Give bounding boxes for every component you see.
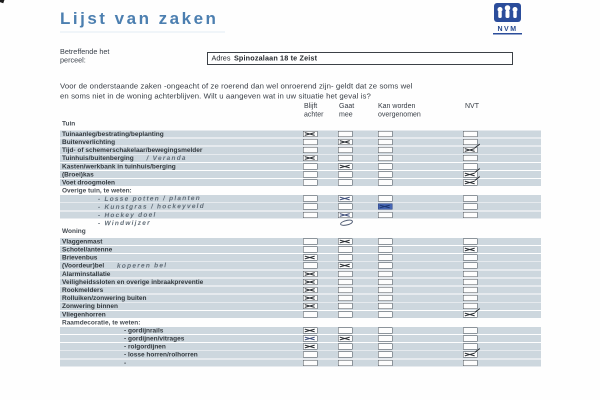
row-label-group	[98, 203, 205, 210]
checkbox-kan[interactable]	[378, 255, 393, 261]
checkbox-blijft[interactable]	[303, 263, 318, 269]
checkbox-gaat[interactable]	[338, 336, 353, 342]
checkbox-kan[interactable]	[378, 263, 393, 269]
table-row	[60, 219, 541, 226]
checkbox-nvt[interactable]	[463, 336, 478, 342]
section-row	[60, 187, 541, 194]
checkbox-nvt[interactable]	[463, 271, 478, 277]
table-row	[60, 335, 541, 342]
checkbox-kan[interactable]	[378, 327, 393, 333]
column-header-line: Blijft	[304, 101, 318, 110]
scan-artifact	[0, 0, 4, 3]
nvm-logo-underline	[493, 33, 522, 35]
checkbox-nvt[interactable]	[463, 344, 478, 350]
checkbox-blijft[interactable]	[303, 311, 318, 317]
checkbox-blijft[interactable]	[303, 139, 318, 145]
checkbox-blijft[interactable]	[303, 327, 318, 333]
column-header-kan-worden-overgenomen	[378, 102, 421, 119]
table-row	[60, 138, 541, 145]
checkbox-gaat[interactable]	[338, 131, 353, 137]
column-header-line: Kan worden	[378, 101, 416, 110]
checkbox-kan[interactable]	[378, 204, 393, 210]
checkbox-gaat[interactable]	[338, 255, 353, 261]
checkbox-blijft[interactable]	[303, 336, 318, 342]
table-row	[60, 262, 541, 269]
column-header-line: achter	[304, 109, 324, 118]
table-row	[60, 359, 541, 366]
checkbox-gaat[interactable]	[338, 327, 353, 333]
row-label: - rolgordijnen	[124, 342, 166, 351]
row-label: Alarminstallatie	[62, 269, 111, 278]
row-label: Zonwering binnen	[62, 302, 118, 310]
column-header-blijft-achter	[304, 102, 323, 119]
parcel-field-label-line1: Betreffende het	[60, 48, 110, 56]
checkbox-blijft[interactable]	[303, 247, 318, 253]
row-label: Tuinaanleg/bestrating/beplanting	[62, 129, 164, 138]
row-label-group	[62, 120, 75, 130]
row-label-group	[124, 359, 126, 366]
row-label: -	[124, 358, 127, 367]
checkbox-blijft[interactable]	[303, 279, 318, 285]
row-label: (Voordeur)bel	[62, 261, 105, 270]
row-label: Woning	[62, 227, 86, 235]
checkbox-kan[interactable]	[378, 311, 393, 317]
row-label-group	[62, 138, 115, 145]
row-label-group	[98, 211, 157, 218]
table-row	[60, 163, 541, 170]
table-row	[60, 171, 541, 178]
row-label-group	[62, 187, 132, 194]
checkbox-blijft[interactable]	[303, 171, 318, 177]
row-label: Voet droogmolen	[62, 178, 115, 186]
checkbox-blijft[interactable]	[303, 303, 318, 309]
checkbox-kan[interactable]	[378, 344, 393, 350]
checkbox-kan[interactable]	[378, 271, 393, 277]
checkbox-gaat[interactable]	[338, 287, 353, 293]
row-label-group	[62, 238, 102, 245]
address-prefix: Adres	[211, 54, 231, 63]
checkbox-gaat[interactable]	[338, 295, 353, 301]
checkbox-nvt[interactable]	[463, 279, 478, 285]
table-row	[60, 246, 541, 253]
checkbox-nvt[interactable]	[463, 295, 478, 301]
table-row	[60, 286, 541, 293]
table-row	[60, 155, 541, 162]
checkbox-kan[interactable]	[378, 238, 393, 244]
row-label-group	[62, 286, 103, 293]
row-label-group	[62, 171, 94, 178]
checkbox-blijft[interactable]	[303, 360, 318, 366]
table-row	[60, 351, 541, 358]
row-label: Tuinhuis/buitenberging	[62, 154, 134, 162]
checkbox-nvt[interactable]	[463, 247, 478, 253]
checkbox-kan[interactable]	[378, 139, 393, 145]
checkbox-kan[interactable]	[378, 179, 393, 185]
checkbox-gaat[interactable]	[338, 163, 353, 169]
checkbox-gaat[interactable]	[338, 360, 353, 366]
table-row	[60, 270, 541, 277]
checkbox-nvt[interactable]	[463, 255, 478, 261]
checkbox-blijft[interactable]	[303, 131, 318, 137]
table-row	[60, 311, 541, 318]
checkbox-gaat[interactable]	[338, 204, 353, 210]
checkbox-blijft[interactable]	[303, 295, 318, 301]
checkbox-nvt[interactable]	[463, 196, 478, 202]
row-label-group	[62, 254, 97, 261]
row-label-group	[124, 343, 166, 350]
row-label-group	[62, 278, 203, 285]
row-label: Veiligheidssloten en overige inbraakpreventie	[62, 277, 204, 286]
row-label-group	[62, 262, 167, 269]
parcel-field-label	[60, 48, 109, 65]
title-underline	[60, 32, 225, 33]
table-row	[60, 130, 541, 137]
column-header-line: Gaat	[339, 101, 355, 110]
checkbox-blijft[interactable]	[303, 196, 318, 202]
table-row	[60, 343, 541, 350]
row-label-group	[62, 295, 147, 302]
checkbox-blijft[interactable]	[303, 179, 318, 185]
row-label: Buitenverlichting	[62, 137, 116, 146]
row-label-group	[62, 246, 112, 253]
checkbox-blijft[interactable]	[303, 155, 318, 161]
checkbox-gaat[interactable]	[338, 147, 353, 153]
checkbox-gaat[interactable]	[338, 238, 353, 244]
row-label-group	[62, 163, 176, 170]
checkbox-blijft[interactable]	[303, 255, 318, 261]
row-label: - losse horren/rolhorren	[124, 350, 198, 359]
checkbox-kan[interactable]	[378, 360, 393, 366]
row-label: Kasten/werkbank in tuinhuis/berging	[62, 162, 176, 170]
row-label-group	[62, 179, 115, 186]
checkbox-nvt[interactable]	[463, 131, 478, 137]
handwritten-label: - Windwijzer	[97, 218, 151, 227]
checkbox-nvt[interactable]	[463, 360, 478, 366]
checkbox-nvt[interactable]	[463, 352, 478, 358]
checkbox-gaat[interactable]	[338, 344, 353, 350]
intro-line2: en soms niet in de woning achterblijven. Wilt u aangeven wat in uw situatie het geval is?	[60, 92, 371, 101]
row-label: Schotel/antenne	[62, 245, 113, 254]
checkbox-nvt[interactable]	[463, 212, 478, 218]
page-title: Lijst van zaken	[60, 9, 219, 28]
checkbox-gaat[interactable]	[338, 212, 353, 218]
checkbox-kan[interactable]	[378, 163, 393, 169]
row-label: - gordijnen/vitrages	[124, 334, 185, 343]
checkbox-nvt[interactable]	[463, 147, 478, 153]
intro-text	[60, 82, 550, 102]
handwritten-annotation: koperen bel	[117, 261, 168, 270]
checkbox-gaat[interactable]	[338, 303, 353, 309]
checkbox-kan[interactable]	[378, 295, 393, 301]
checkbox-gaat[interactable]	[338, 171, 353, 177]
table-row	[60, 295, 541, 302]
checkbox-kan[interactable]	[378, 279, 393, 285]
checkbox-blijft[interactable]	[303, 212, 318, 218]
checkbox-nvt[interactable]	[463, 155, 478, 161]
checkbox-nvt[interactable]	[463, 303, 478, 309]
section-row	[60, 120, 541, 130]
checkbox-blijft[interactable]	[303, 271, 318, 277]
checkbox-blijft[interactable]	[303, 352, 318, 358]
checkbox-kan[interactable]	[378, 131, 393, 137]
handwritten-label: - Losse potten / planten	[97, 194, 201, 203]
row-label: Brievenbus	[62, 253, 98, 262]
row-label-group	[62, 270, 110, 277]
column-header-gaat-mee	[339, 102, 354, 119]
handwritten-label: - Hockey doel	[97, 210, 157, 219]
address-value: Spinozalaan 18 te Zeist	[233, 54, 318, 63]
row-label-group	[124, 335, 184, 342]
checkbox-kan[interactable]	[378, 352, 393, 358]
section-row	[60, 319, 541, 326]
checkbox-nvt[interactable]	[463, 179, 478, 185]
checkbox-kan[interactable]	[378, 336, 393, 342]
checkbox-nvt[interactable]	[463, 287, 478, 293]
nvm-logo	[493, 3, 522, 35]
checkbox-gaat[interactable]	[338, 155, 353, 161]
checkbox-kan[interactable]	[378, 147, 393, 153]
checkbox-kan[interactable]	[378, 303, 393, 309]
checkbox-kan[interactable]	[378, 287, 393, 293]
checkbox-nvt[interactable]	[463, 311, 478, 317]
handwritten-annotation: / Veranda	[146, 153, 188, 162]
column-header-line: overgenomen	[378, 109, 421, 118]
table-row	[60, 195, 541, 202]
column-header-line: NVT	[465, 101, 479, 110]
checkbox-gaat[interactable]	[338, 196, 353, 202]
row-label-group	[124, 327, 163, 334]
checkbox-nvt[interactable]	[463, 163, 478, 169]
row-label-group	[62, 130, 164, 137]
parcel-field-label-line2: perceel:	[60, 56, 86, 65]
checkbox-nvt[interactable]	[463, 238, 478, 244]
checkbox-blijft[interactable]	[303, 204, 318, 210]
row-label-group	[62, 303, 118, 310]
checkbox-gaat[interactable]	[338, 271, 353, 277]
nvm-logo-text: NVM	[497, 24, 518, 33]
handwritten-scribble-mark	[340, 219, 354, 227]
section-row	[60, 228, 541, 238]
checkbox-gaat[interactable]	[338, 311, 353, 317]
checkbox-kan[interactable]	[378, 155, 393, 161]
handwritten-label: - Kunstgras / hockeyveld	[97, 202, 205, 211]
checkbox-nvt[interactable]	[463, 327, 478, 333]
items-table	[60, 120, 541, 367]
row-label-group	[62, 319, 140, 326]
checkbox-nvt[interactable]	[463, 204, 478, 210]
row-label: Raamdecoratie, te weten:	[62, 318, 141, 326]
column-header-line: mee	[339, 109, 353, 118]
table-row	[60, 327, 541, 334]
checkbox-gaat[interactable]	[338, 263, 353, 269]
row-label: Overige tuin, te weten:	[62, 186, 132, 195]
intro-line1: Voor de onderstaande zaken -ongeacht of ze roerend dan wel onroerend zijn- geldt dat ze soms wel	[60, 82, 413, 91]
checkbox-nvt[interactable]	[463, 263, 478, 269]
checkbox-gaat[interactable]	[338, 247, 353, 253]
table-row	[60, 278, 541, 285]
checkbox-blijft[interactable]	[303, 147, 318, 153]
checkbox-nvt[interactable]	[463, 139, 478, 145]
table-row	[60, 203, 541, 210]
checkbox-gaat[interactable]	[338, 139, 353, 145]
checkbox-blijft[interactable]	[303, 238, 318, 244]
row-label-group	[62, 311, 106, 318]
row-label: Vliegenhorren	[62, 310, 106, 318]
table-row	[60, 147, 541, 154]
table-row	[60, 179, 541, 186]
row-label: Rookmelders	[62, 285, 104, 294]
checkbox-gaat[interactable]	[338, 352, 353, 358]
checkbox-gaat[interactable]	[338, 179, 353, 185]
checkbox-kan[interactable]	[378, 212, 393, 218]
checkbox-blijft[interactable]	[303, 163, 318, 169]
row-label: (Broei)kas	[62, 170, 94, 178]
row-label-group	[62, 228, 86, 238]
table-row	[60, 238, 541, 245]
table-row	[60, 303, 541, 310]
checkbox-nvt[interactable]	[463, 171, 478, 177]
row-label: - gordijnrails	[124, 326, 164, 334]
checkbox-blijft[interactable]	[303, 344, 318, 350]
table-row	[60, 211, 541, 218]
row-label: Rolluiken/zonwering buiten	[62, 294, 147, 302]
row-label-group	[98, 219, 151, 226]
checkbox-blijft[interactable]	[303, 287, 318, 293]
column-header-nvt	[465, 102, 479, 110]
row-label-group	[62, 147, 202, 154]
table-row	[60, 254, 541, 261]
checkbox-kan[interactable]	[378, 196, 393, 202]
row-label-group	[124, 351, 198, 358]
row-label: Vlaggenmast	[62, 237, 103, 245]
checkbox-gaat[interactable]	[338, 279, 353, 285]
checkbox-kan[interactable]	[378, 247, 393, 253]
row-label: Tuin	[62, 119, 76, 127]
row-label: Tijd- of schemerschakelaar/bewegingsmelder	[62, 146, 203, 154]
nvm-logo-icon	[494, 3, 521, 22]
checkbox-kan[interactable]	[378, 171, 393, 177]
row-label-group	[62, 155, 187, 162]
address-input[interactable]	[207, 52, 513, 65]
